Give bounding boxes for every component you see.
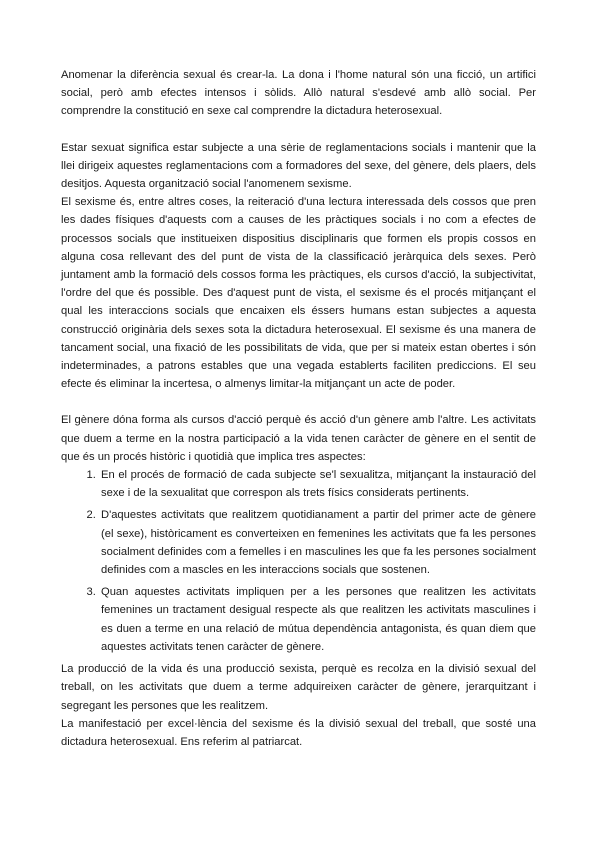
list-item: 2. D'aquestes activitats que realitzem quotidianament a partir del primer acte de gènere (el sexe), històricament es converteixen en femenines les activitats que fa les persones socialment definides com a femelles i en masculines les que fa les persones socialment definides com a mascles en les interaccions socials que sostenen.: [99, 506, 536, 579]
list-item: 3. Quan aquestes activitats impliquen per a les persones que realitzen les activitats femenines un tractament desigual respecte als que realitzen les activitats masculines i es duen a terme en una relació de mútua dependència antagonista, és quan diem que aquestes activitats tenen caràcter de gènere.: [99, 583, 536, 656]
paragraph-gender: El gènere dóna forma als cursos d'acció perquè és acció d'un gènere amb l'altre. Les activitats que duem a terme en la nostra participació a la vida tenen caràcter de gènere en el sentit de que és un procés històric i quotidià que implica tres aspectes:: [61, 414, 536, 463]
paragraph-patriarchy: La manifestació per excel·lència del sexisme és la divisió sexual del treball, que sosté una dictadura heterosexual. Ens referim al patriarcat.: [61, 717, 536, 748]
paragraph-sexism-definition: El sexisme és, entre altres coses, la reiteració d'una lectura interessada dels cossos que pren les dades físiques d'aquests com a causes de les pràctiques socials i no com a efectes de processos socials que institueixen dispositius disciplinaris que formen els propis cossos en alguna cosa rellevant des del punt de vista de la classificació jeràrquica dels sexes. Però juntament amb la formació dels cossos forma les pràctiques, els cursos d'acció, la subjectivitat, l'ordre del que és possible. Des d'aquest punt de vista, el sexisme és el procés mitjançant el qual les interaccions socials que encaixen els éssers humans estan subjectes a aquesta construcció originària dels sexes sota la dictadura heterosexual. El sexisme és una manera de tancament social, una fixació de les possibilitats de vida, que per si mateix estan obertes i són indeterminades, a patrons estables que una vegada establerts faciliten prediccions. El seu efecte és eliminar la incertesa, o almenys limitar-la mitjançant un acte de poder.: [61, 196, 536, 391]
paragraph-difference: Anomenar la diferència sexual és crear-la. La dona i l'home natural són una ficció, un artifici social, però amb efectes intensos i sòlids. Allò natural s'esdevé amb allò social. Per comprendre la constitució en sexe cal comprendre la dictadura heterosexual.: [61, 69, 536, 118]
list-item: 1. En el procés de formació de cada subjecte se'l sexualitza, mitjançant la instauració del sexe i de la sexualitat que correspon als trets físics considerats pertinents.: [99, 466, 536, 502]
paragraph-production: La producció de la vida és una producció sexista, perquè es recolza en la divisió sexual del treball, on les activitats que duem a terme adquireixen caràcter de gènere, jerarquitzant i segregant les persones que les realitzem.: [61, 663, 536, 712]
paragraph-gap: [61, 121, 536, 139]
paragraph-sexed: Estar sexuat significa estar subjecte a una sèrie de reglamentacions socials i mantenir que la llei dirigeix aquestes reglamentacions com a formadores del sexe, del gènere, dels plaers, dels desitjos. Aquesta organització social l'anomenem sexisme.: [61, 141, 536, 191]
paragraph-gap: [61, 393, 536, 411]
document-page: [61, 66, 536, 751]
aspects-list: [61, 466, 536, 656]
